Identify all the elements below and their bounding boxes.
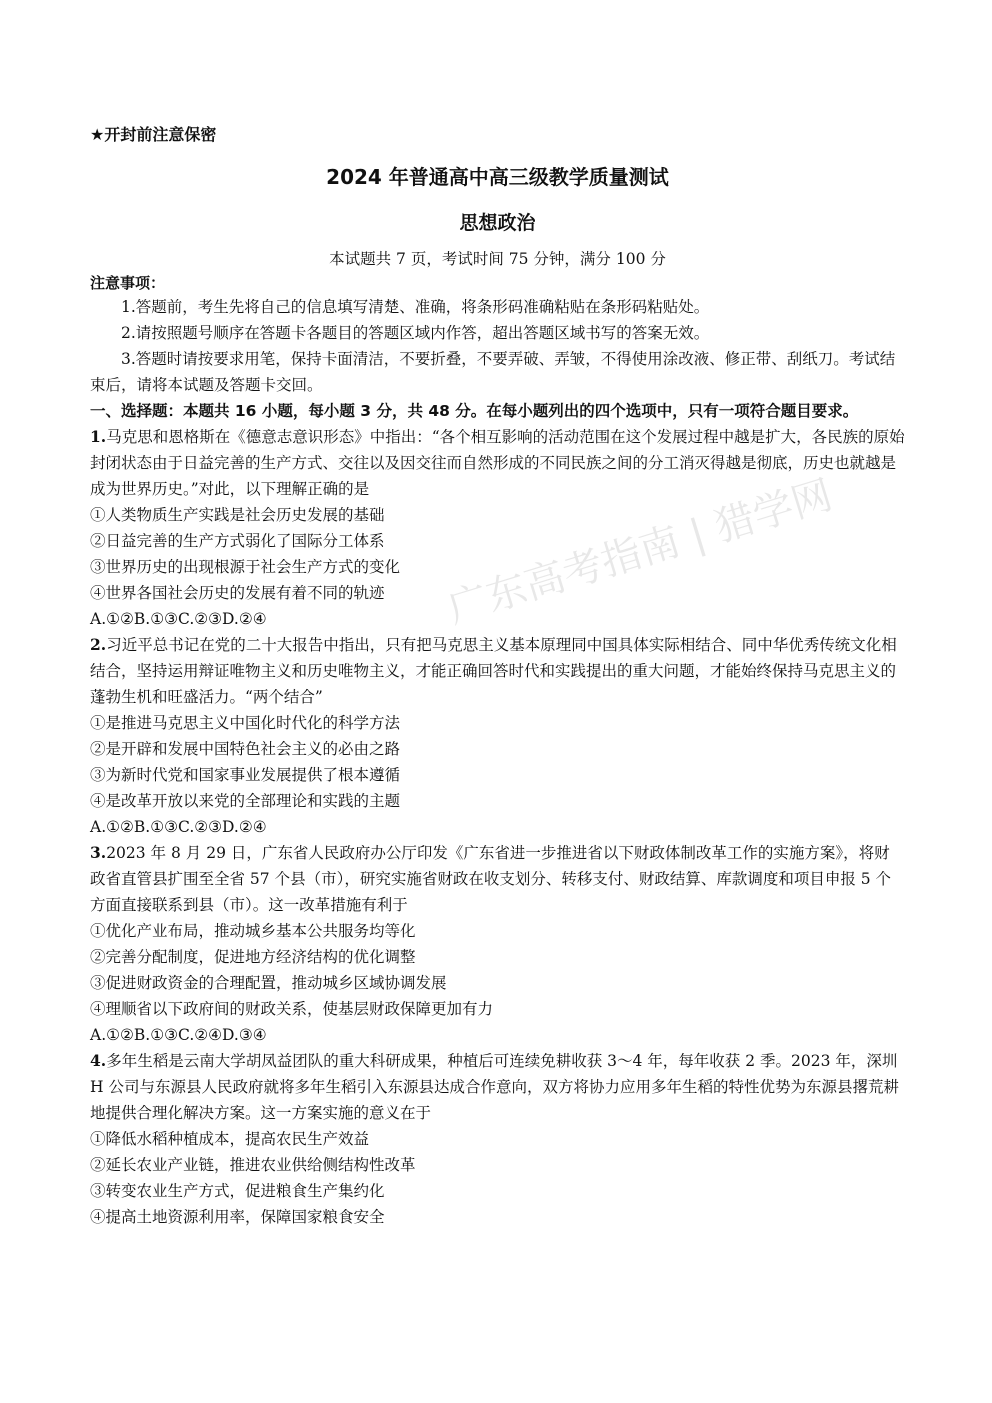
question-stem <box>90 1048 905 1126</box>
question-option: ③促进财政资金的合理配置，推动城乡区域协调发展 <box>90 974 447 992</box>
question-option: ③为新时代党和国家事业发展提供了根本遵循 <box>90 766 401 784</box>
question-number: 1. <box>90 427 107 446</box>
question-option: ②完善分配制度，促进地方经济结构的优化调整 <box>90 948 416 966</box>
question-2 <box>90 632 905 840</box>
question-text: 2023 年 8 月 29 日，广东省人民政府办公厅印发《广东省进一步推进省以下财政体制改革工作的实施方案》，将财政省直管县扩围至全省 57 个县（市），研究实施省财政在收支划分、转移支付、财政结算、库款调度和项目申报 5 个方面直接联系到县（市）。这一改革措施有利于 <box>90 844 892 914</box>
question-option: ③转变农业生产方式，促进粮食生产集约化 <box>90 1182 385 1200</box>
question-text: 多年生稻是云南大学胡凤益团队的重大科研成果，种植后可连续免耕收获 3～4 年，每年收获 2 季。2023 年，深圳 H 公司与东源县人民政府就将多年生稻引入东源县达成合作意向，双方将协力应用多年生稻的特性优势为东源县撂荒耕地提供合理化解决方案。这一方案实施的意义在于 <box>90 1052 899 1122</box>
subject-title: 思想政治 <box>459 212 536 234</box>
watermark: 广东高考指南 | 猎学网 <box>442 471 838 633</box>
notice-item: 3.答题时请按要求用笔，保持卡面清洁，不要折叠，不要弄破、弄皱，不得使用涂改液、修正带、刮纸刀。考试结束后，请将本试题及答题卡交回。 <box>90 350 896 394</box>
notice-item: 2.请按照题号顺序在答题卡各题目的答题区域内作答，超出答题区域书写的答案无效。 <box>121 324 710 342</box>
question-option: ①人类物质生产实践是社会历史发展的基础 <box>90 506 385 524</box>
question-option: ②是开辟和发展中国特色社会主义的必由之路 <box>90 740 401 758</box>
question-text: 习近平总书记在党的二十大报告中指出，只有把马克思主义基本原理同中国具体实际相结合、同中华优秀传统文化相结合，坚持运用辩证唯物主义和历史唯物主义，才能正确回答时代和实践提出的重大问题，才能始终保持马克思主义的蓬勃生机和旺盛活力。“两个结合” <box>90 636 897 706</box>
notice-item: 1.答题前，考生先将自己的信息填写清楚、准确，将条形码准确粘贴在条形码粘贴处。 <box>121 298 710 316</box>
question-option: ②日益完善的生产方式弱化了国际分工体系 <box>90 532 385 550</box>
question-option: ①优化产业布局，推动城乡基本公共服务均等化 <box>90 922 416 940</box>
exam-title: 2024 年普通高中高三级教学质量测试 <box>326 165 669 189</box>
notice-heading: 注意事项： <box>90 274 166 292</box>
question-1 <box>90 424 905 632</box>
answer-choices: A.①②B.①③C.②③D.②④ <box>90 818 267 836</box>
question-option: ④理顺省以下政府间的财政关系，使基层财政保障更加有力 <box>90 1000 494 1018</box>
question-number: 3. <box>90 843 107 862</box>
question-4 <box>90 1048 905 1230</box>
confidential-notice: ★开封前注意保密 <box>90 125 217 144</box>
question-stem <box>90 840 905 918</box>
question-3 <box>90 840 905 1048</box>
question-option: ③世界历史的出现根源于社会生产方式的变化 <box>90 558 401 576</box>
question-option: ②延长农业产业链，推进农业供给侧结构性改革 <box>90 1156 416 1174</box>
answer-choices: A.①②B.①③C.②③D.②④ <box>90 610 267 628</box>
question-text: 马克思和恩格斯在《德意志意识形态》中指出：“各个相互影响的活动范围在这个发展过程中越是扩大，各民族的原始封闭状态由于日益完善的生产方式、交往以及因交往而自然形成的不同民族之间的分工消灭得越是彻底，历史也就越是成为世界历史。”对此，以下理解正确的是 <box>90 428 905 498</box>
question-option: ①是推进马克思主义中国化时代化的科学方法 <box>90 714 401 732</box>
answer-choices: A.①②B.①③C.②④D.③④ <box>90 1026 267 1044</box>
question-option: ①降低水稻种植成本，提高农民生产效益 <box>90 1130 370 1148</box>
question-option: ④世界各国社会历史的发展有着不同的轨迹 <box>90 584 385 602</box>
question-number: 2. <box>90 635 107 654</box>
question-number: 4. <box>90 1051 107 1070</box>
exam-info: 本试题共 7 页，考试时间 75 分钟，满分 100 分 <box>329 250 666 268</box>
question-option: ④提高土地资源利用率，保障国家粮食安全 <box>90 1208 385 1226</box>
section-heading: 一、选择题：本题共 16 小题，每小题 3 分，共 48 分。在每小题列出的四个选项中，只有一项符合题目要求。 <box>90 402 859 420</box>
question-stem <box>90 632 905 710</box>
question-option: ④是改革开放以来党的全部理论和实践的主题 <box>90 792 401 810</box>
exam-page <box>90 120 905 1230</box>
question-stem <box>90 424 905 502</box>
